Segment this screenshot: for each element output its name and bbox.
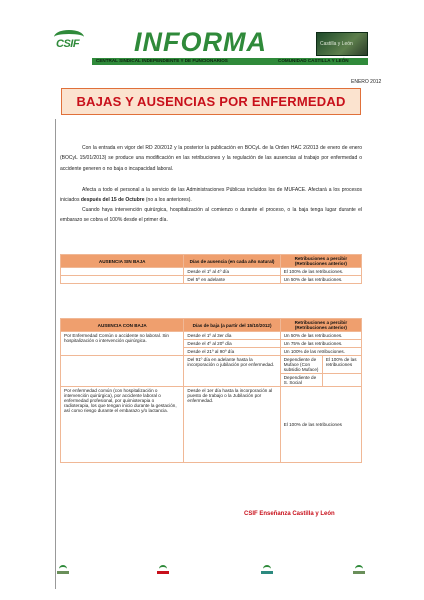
header-cell: AUSENCIA CON BAJA xyxy=(61,319,184,332)
scope-text-end: (no a los anteriores). xyxy=(144,197,192,204)
header-subtitle-left: CENTRAL SINDICAL INDEPENDIENTE Y DE FUNCIONARIOS xyxy=(96,58,228,63)
table-cell-empty xyxy=(61,356,184,387)
header-photo xyxy=(316,32,368,56)
table-row xyxy=(61,268,362,276)
table-cell: Desde el 1er día hasta la incorporación al puesto de trabajo o la Jubilación por enfermedad. xyxy=(184,387,280,463)
header-cell: Días de ausencia (en cada año natural) xyxy=(184,255,280,268)
table-cell: El 100% de las retribuciones xyxy=(322,356,361,374)
table-row xyxy=(61,387,362,463)
scope-date-emphasis: después del 15 de Octubre xyxy=(80,197,145,204)
table-cell xyxy=(61,268,184,276)
paragraph-scope xyxy=(60,185,362,206)
footer-logo-icon xyxy=(352,565,366,575)
table-cell: Dependiente de S. Social xyxy=(280,374,322,387)
table-cell: Desde el 21º al 90º día xyxy=(184,348,280,356)
margin-rule xyxy=(55,119,56,589)
header-photo-text: Castilla y León xyxy=(320,41,353,47)
table-cell: Un 75% de las retribuciones. xyxy=(280,340,361,348)
table-ausencia-sin-baja xyxy=(60,254,362,284)
table-cell: Un 100% de las retribuciones. xyxy=(280,348,361,356)
paragraph-surgery: Cuando haya intervención quirúrgica, hospitalización al comienzo o durante el proceso, o la baja tenga lugar durante el embarazo se cobra el 100% desde el primer día. xyxy=(60,207,362,224)
table-ausencia-con-baja xyxy=(60,318,362,463)
header-cell: Días de baja (a partir del 15/10/2012) xyxy=(184,319,280,332)
table-cell: Un 50% de las retribuciones. xyxy=(280,332,361,340)
header-cell: Retribuciones a percibir (Retribuciones anterior) xyxy=(280,255,361,268)
table-cell: El 100% de las retribuciones xyxy=(280,387,361,463)
issue-date: ENERO 2012 xyxy=(351,79,382,85)
header-title: INFORMA xyxy=(134,27,267,57)
signature: CSIF Enseñanza Castilla y León xyxy=(244,511,335,517)
table-cell: Desde el 1º al 4º día xyxy=(184,268,280,276)
table-cell: Del 5º en adelante xyxy=(184,276,280,284)
footer-logo-icon xyxy=(156,565,170,575)
table-cell-empty xyxy=(322,374,361,387)
document-title-box xyxy=(61,88,361,115)
table-cell: Desde el 1º al 3er día xyxy=(184,332,280,340)
table-cell: Del 91º día en adelante hasta la incorporación o jubilación por enfermedad. xyxy=(184,356,280,387)
table-cell: Desde el 4º al 20º día xyxy=(184,340,280,348)
header-cell: Retribuciones a percibir (Retribuciones anterior) xyxy=(280,319,361,332)
group-label-hospitalization: Por enfermedad común (con hospitalización o intervención quirúrgica), por accidente laboral o enfermedad profesional, por quimioterapia o radioterapia, los que tengan inicio durante la gestación, así como riesgo durante el embarazo y/o lactancia. xyxy=(61,387,184,463)
footer-logo-icon xyxy=(260,565,274,575)
table-cell: Dependiente de Muface (Con subsidio Muface) xyxy=(280,356,322,374)
scope-text: Afecta a todo el personal a la servicio de las Administraciones Públicas incluidos los de MUFACE. Afectará a los procesos iniciados xyxy=(60,187,362,204)
group-label-common-illness: Por Enfermedad Común o accidente no laboral. Sin hospitalización o intervención quirúrgica. xyxy=(61,332,184,356)
table-cell: Un 50% de las retribuciones. xyxy=(280,276,361,284)
table-row xyxy=(61,356,362,374)
table-cell: El 100% de las retribuciones. xyxy=(280,268,361,276)
footer-logo-icon xyxy=(56,565,70,575)
header-cell: AUSENCIA SIN BAJA xyxy=(61,255,184,268)
table-cell xyxy=(61,276,184,284)
table-header-row xyxy=(61,319,362,332)
table-header-row xyxy=(61,255,362,268)
logo-text: CSIF xyxy=(56,38,80,50)
csif-logo xyxy=(54,30,84,56)
table-row xyxy=(61,332,362,340)
table-row xyxy=(61,276,362,284)
document-title: BAJAS Y AUSENCIAS POR ENFERMEDAD xyxy=(76,94,346,109)
paragraph-intro: Con la entrada en vigor del RD 20/2012 y la posterior la publicación en BOCyL de la Orden HAC 2/2013 de enero de enero (BOCyL 15/01/2013) se produce una modificación en las retribuciones y la regulación de las ausencias al trabajo por enfermedad o accidente generen o no baja o incapacidad laboral. xyxy=(60,145,362,172)
header-subtitle-right: COMUNIDAD CASTILLA Y LEÓN xyxy=(278,58,349,63)
